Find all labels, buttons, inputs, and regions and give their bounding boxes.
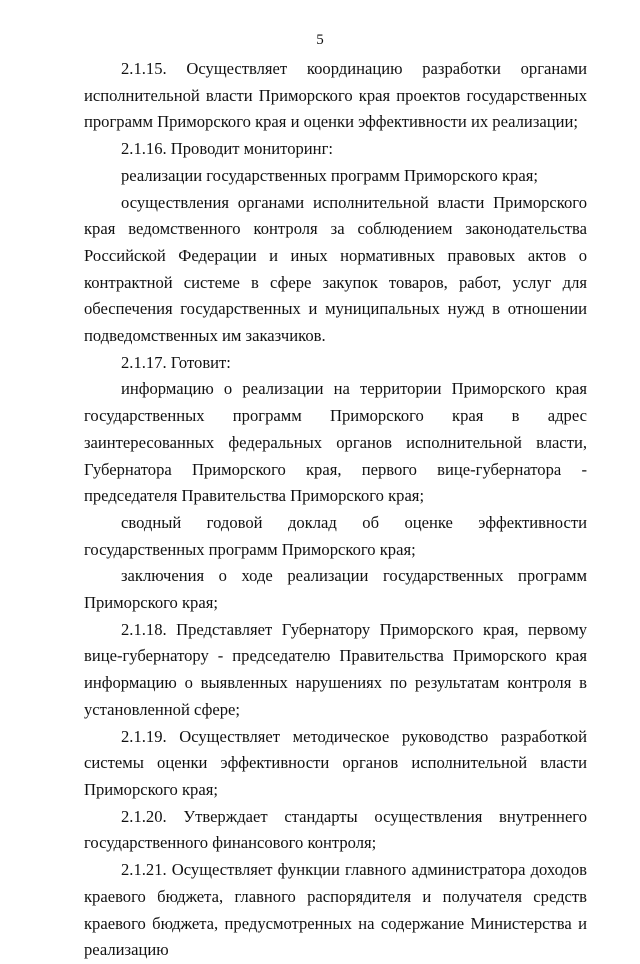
monitoring-item-control: осуществления органами исполнительной власти Приморского края ведомственного контроля за соблюдением законодательства Российской Федерации и иных нормативных правовых актов о контрактной системе в сфере закупок товаров, работ, услуг для обеспечения государственных и муниципальных нужд в отношении подведомственных им заказчиков.	[84, 192, 587, 346]
prepares-item-annual-report: сводный годовой доклад об оценке эффективности государственных программ Приморского края;	[84, 512, 587, 559]
paragraph-2-1-16: 2.1.16. Проводит мониторинг:	[121, 139, 333, 159]
page-number: 5	[316, 32, 324, 48]
document-body	[84, 56, 587, 964]
prepares-item-conclusions: заключения о ходе реализации государственных программ Приморского края;	[84, 566, 587, 613]
paragraph-2-1-19: 2.1.19. Осуществляет методическое руководство разработкой системы оценки эффективности органов исполнительной власти Приморского края;	[84, 726, 587, 799]
monitoring-item-programs: реализации государственных программ Приморского края;	[121, 165, 538, 185]
paragraph-2-1-20: 2.1.20. Утверждает стандарты осуществления внутреннего государственного финансового контроля;	[84, 806, 587, 853]
paragraph-2-1-21: 2.1.21. Осуществляет функции главного администратора доходов краевого бюджета, главного распорядителя и получателя средств краевого бюджета, предусмотренных на содержание Министерства и реализацию	[84, 860, 587, 960]
paragraph-2-1-15: 2.1.15. Осуществляет координацию разработки органами исполнительной власти Приморского края проектов государственных программ Приморского края и оценки эффективности их реализации;	[84, 59, 587, 132]
prepares-item-information: информацию о реализации на территории Приморского края государственных программ Приморского края в адрес заинтересованных федеральных органов исполнительной власти, Губернатора Приморского края, первого вице-губернатора - председателя Правительства Приморского края;	[84, 379, 587, 506]
paragraph-2-1-17: 2.1.17. Готовит:	[121, 352, 231, 372]
paragraph-2-1-18: 2.1.18. Представляет Губернатору Приморского края, первому вице-губернатору - председателю Правительства Приморского края информацию о выявленных нарушениях по результатам контроля в установленной сфере;	[84, 619, 587, 719]
